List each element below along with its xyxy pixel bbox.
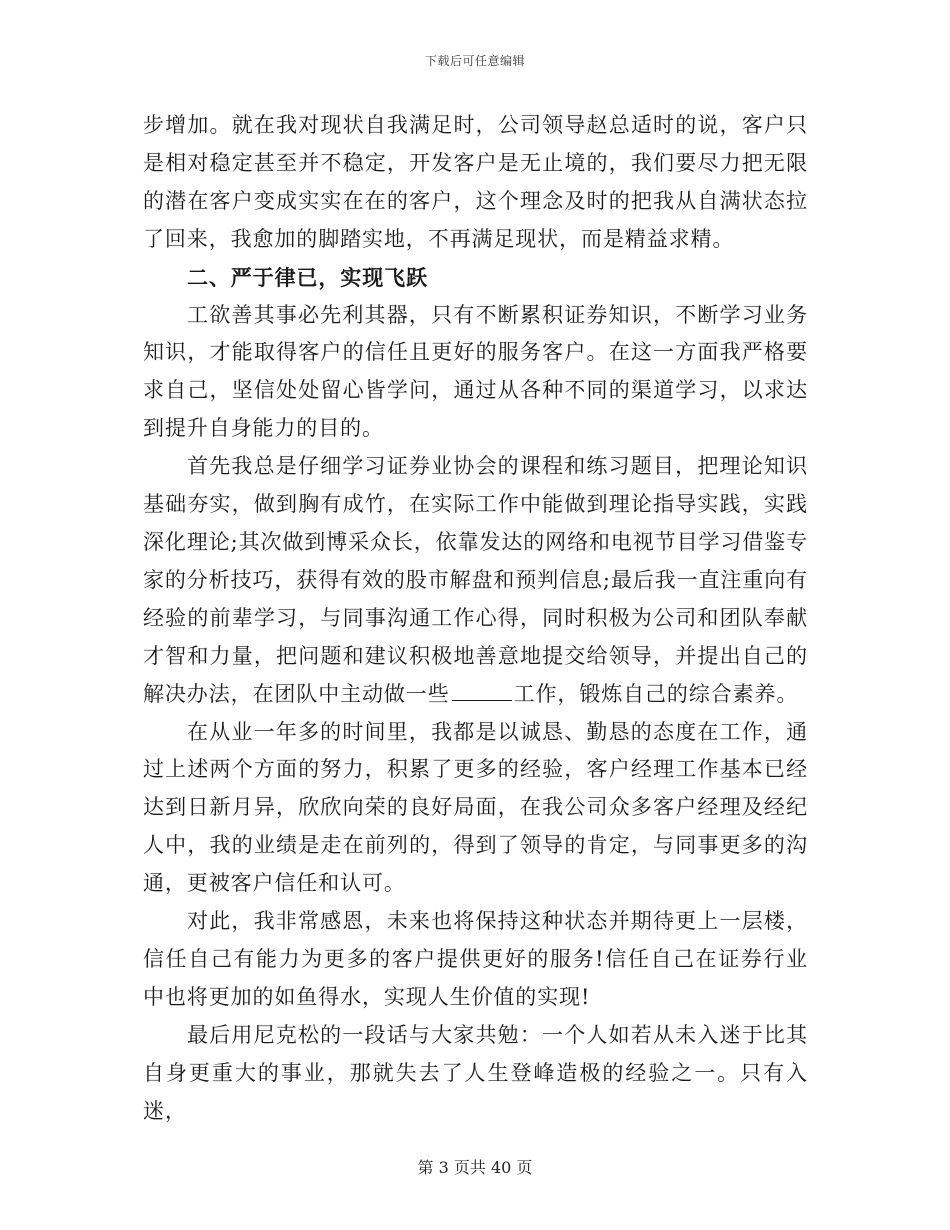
document-body (143, 107, 808, 1130)
fill-in-blank (452, 681, 512, 701)
paragraph-tools: 工欲善其事必先利其器，只有不断累积证券知识，不断学习业务知识，才能取得客户的信任且更好的服务客户。在这一方面我严格要求自己，坚信处处留心皆学问，通过从各种不同的渠道学习，以求达到提升自身能力的目的。 (143, 302, 808, 441)
paragraph-quote: 最后用尼克松的一段话与大家共勉：一个人如若从未入迷于比其自身更重大的事业，那就失去了人生登峰造极的经验之一。只有入迷， (143, 1022, 808, 1123)
paragraph-continuation: 步增加。就在我对现状自我满足时，公司领导赵总适时的说，客户只是相对稳定甚至并不稳定，开发客户是无止境的，我们要尽力把无限的潜在客户变成实实在在的客户，这个理念及时的把我从自满状态拉了回来，我愈加的脚踏实地，不再满足现状，而是精益求精。 (143, 113, 808, 251)
paragraph-learning-text-after: 工作，锻炼自己的综合素养。 (513, 681, 799, 706)
section-heading: 二、严于律已，实现飞跃 (187, 264, 428, 290)
paragraph-learning-text-before: 首先我总是仔细学习证券业协会的课程和练习题目，把理论知识基础夯实，做到胸有成竹，在实际工作中能做到理论指导实践，实践深化理论;其次做到博采众长，依靠发达的网络和电视节目学习借鉴专家的分析技巧，获得有效的股市解盘和预判信息;最后我一直注重向有经验的前辈学习，与同事沟通工作心得，同时积极为公司和团队奉献才智和力量，把问题和建议积极地善意地提交给领导，并提出自己的解决办法，在团队中主动做一些 (143, 454, 808, 706)
paragraph-achievement: 在从业一年多的时间里，我都是以诚恳、勤恳的态度在工作，通过上述两个方面的努力，积累了更多的经验，客户经理工作基本已经达到日新月异，欣欣向荣的良好局面，在我公司众多客户经理及经纪人中，我的业绩是走在前列的，得到了领导的肯定，与同事更多的沟通，更被客户信任和认可。 (143, 719, 808, 896)
paragraph-learning (143, 448, 808, 713)
page-header: 下载后可任意编辑 (424, 54, 525, 68)
paragraph-gratitude: 对此，我非常感恩，未来也将保持这种状态并期待更上一层楼，信任自己有能力为更多的客户提供更好的服务!信任自己在证券行业中也将更加的如鱼得水，实现人生价值的实现! (143, 909, 808, 1009)
page-footer: 第 3 页共 40 页 (417, 1158, 533, 1177)
